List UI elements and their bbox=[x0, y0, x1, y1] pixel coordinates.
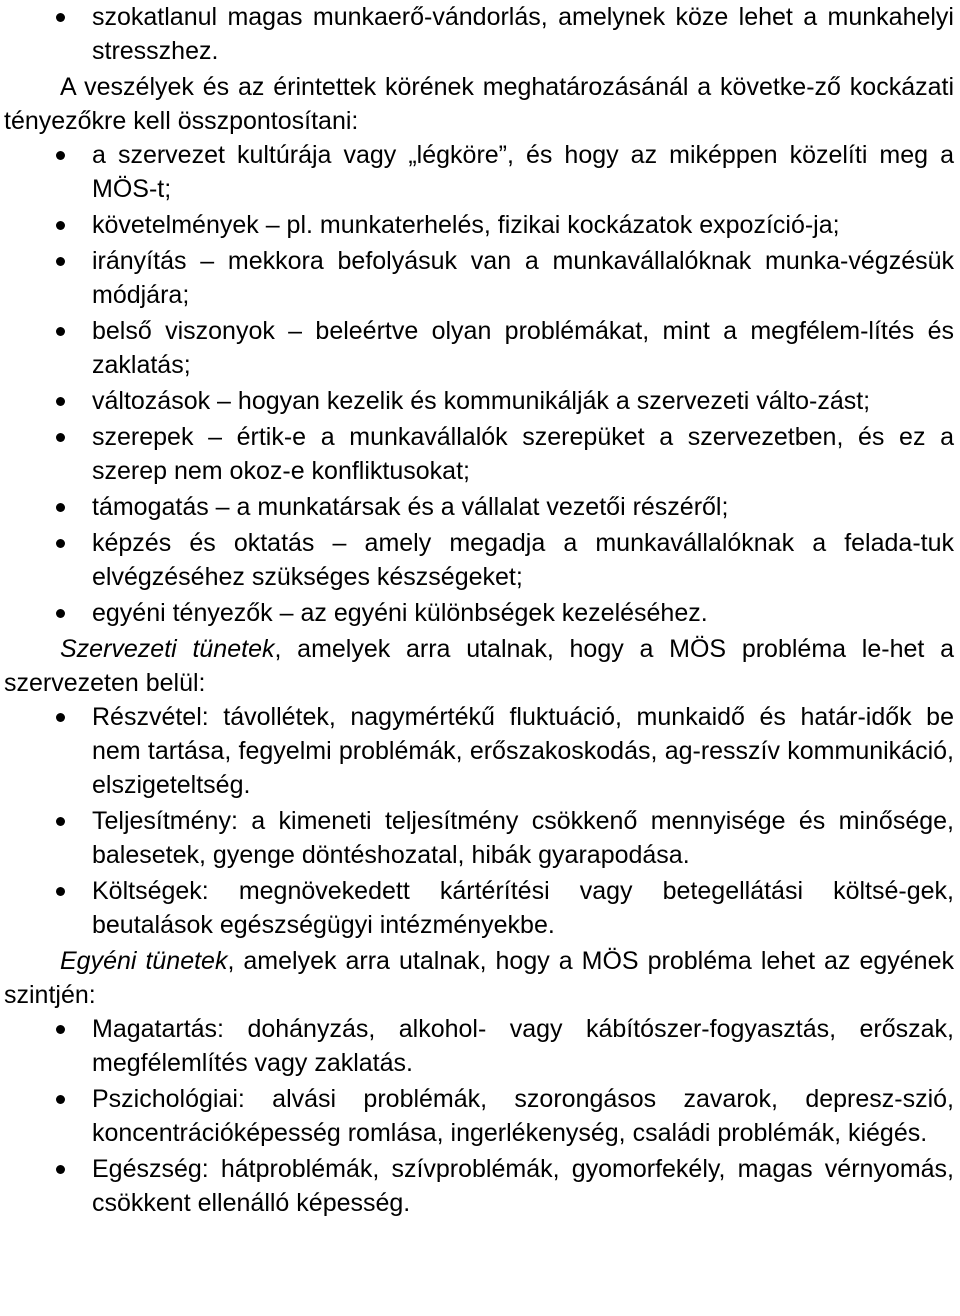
paragraph-risk-factors: A veszélyek és az érintettek körének meghatározásánál a követke-ző kockázati tényezőkre kell összpontosítani: bbox=[4, 73, 954, 135]
bullet-icon bbox=[56, 221, 65, 230]
list-item bbox=[4, 700, 954, 802]
list-item-text: Részvétel: távollétek, nagymértékű fluktuáció, munkaidő és határ-idők be nem tartása, fegyelmi problémák, erőszakoskodás, ag-resszív kommunikáció, elszigeteltség. bbox=[92, 703, 954, 799]
list-item-text: képzés és oktatás – amely megadja a munkavállalóknak a felada-tuk elvégzéséhez szükséges készségeket; bbox=[92, 529, 954, 591]
list-item-text: Magatartás: dohányzás, alkohol- vagy kábítószer-fogyasztás, erőszak, megfélemlítés vagy zaklatás. bbox=[92, 1015, 954, 1077]
list-item bbox=[4, 208, 954, 242]
list-item-text: belső viszonyok – beleértve olyan problémákat, mint a megfélem-lítés és zaklatás; bbox=[92, 317, 954, 379]
list-item bbox=[4, 1012, 954, 1080]
list-item bbox=[4, 526, 954, 594]
list-item-text: Költségek: megnövekedett kártérítési vagy betegellátási költsé-gek, beutalások egészségügyi intézményekbe. bbox=[92, 877, 954, 939]
bullet-icon bbox=[56, 151, 65, 160]
list-item bbox=[4, 804, 954, 872]
list-item bbox=[4, 314, 954, 382]
paragraph-organizational-symptoms bbox=[4, 632, 954, 700]
list-item bbox=[4, 596, 954, 630]
list-item bbox=[4, 420, 954, 488]
bullet-icon bbox=[56, 397, 65, 406]
paragraph-text: , amelyek arra utalnak, hogy a MÖS probléma le-het a szervezeten belül: bbox=[4, 635, 954, 697]
list-item bbox=[4, 874, 954, 942]
list-item bbox=[4, 1152, 954, 1220]
bullet-icon bbox=[56, 13, 65, 22]
list-item-text: Pszichológiai: alvási problémák, szorongásos zavarok, depresz-szió, koncentrációképesség romlása, ingerlékenység, családi problémák, kiégés. bbox=[92, 1085, 954, 1147]
risk-factors-list bbox=[4, 138, 954, 630]
list-item-text: követelmények – pl. munkaterhelés, fizikai kockázatok expozíció-ja; bbox=[92, 211, 840, 239]
bullet-icon bbox=[56, 539, 65, 548]
list-item-text: Teljesítmény: a kimeneti teljesítmény csökkenő mennyisége és minősége, balesetek, gyenge döntéshozatal, hibák gyarapodása. bbox=[92, 807, 954, 869]
list-item-text: egyéni tényezők – az egyéni különbségek kezeléséhez. bbox=[92, 599, 708, 627]
list-item-text: szerepek – értik-e a munkavállalók szerepüket a szervezetben, és ez a szerep nem okoz-e konfliktusokat; bbox=[92, 423, 954, 485]
list-item-text: változások – hogyan kezelik és kommunikálják a szervezeti válto-zást; bbox=[92, 387, 871, 415]
paragraph-text: , amelyek arra utalnak, hogy a MÖS probléma lehet az egyének szintjén: bbox=[4, 947, 954, 1009]
bullet-icon bbox=[56, 257, 65, 266]
bullet-icon bbox=[56, 1095, 65, 1104]
paragraph-individual-symptoms bbox=[4, 944, 954, 1012]
list-item bbox=[4, 490, 954, 524]
organizational-symptoms-list bbox=[4, 700, 954, 942]
list-item-text: a szervezet kultúrája vagy „légköre”, és hogy az miképpen közelíti meg a MÖS-t; bbox=[92, 141, 954, 203]
bullet-icon bbox=[56, 1165, 65, 1174]
bullet-icon bbox=[56, 713, 65, 722]
bullet-icon bbox=[56, 1025, 65, 1034]
lead-bullet-list bbox=[4, 0, 954, 68]
bullet-icon bbox=[56, 503, 65, 512]
bullet-icon bbox=[56, 887, 65, 896]
list-item bbox=[4, 138, 954, 206]
list-item-text: irányítás – mekkora befolyásuk van a munkavállalóknak munka-végzésük módjára; bbox=[92, 247, 954, 309]
list-item-text: szokatlanul magas munkaerő-vándorlás, amelynek köze lehet a munkahelyi stresszhez. bbox=[92, 3, 954, 65]
list-item bbox=[4, 244, 954, 312]
bullet-icon bbox=[56, 817, 65, 826]
list-item bbox=[4, 1082, 954, 1150]
list-item-text: Egészség: hátproblémák, szívproblémák, gyomorfekély, magas vérnyomás, csökkent ellenálló képesség. bbox=[92, 1155, 954, 1217]
list-item-text: támogatás – a munkatársak és a vállalat vezetői részéről; bbox=[92, 493, 729, 521]
bullet-icon bbox=[56, 609, 65, 618]
bullet-icon bbox=[56, 433, 65, 442]
bullet-icon bbox=[56, 327, 65, 336]
italic-term: Szervezeti tünetek bbox=[60, 635, 275, 663]
list-item bbox=[4, 0, 954, 68]
individual-symptoms-list bbox=[4, 1012, 954, 1220]
italic-term: Egyéni tünetek bbox=[60, 947, 228, 975]
list-item bbox=[4, 384, 954, 418]
